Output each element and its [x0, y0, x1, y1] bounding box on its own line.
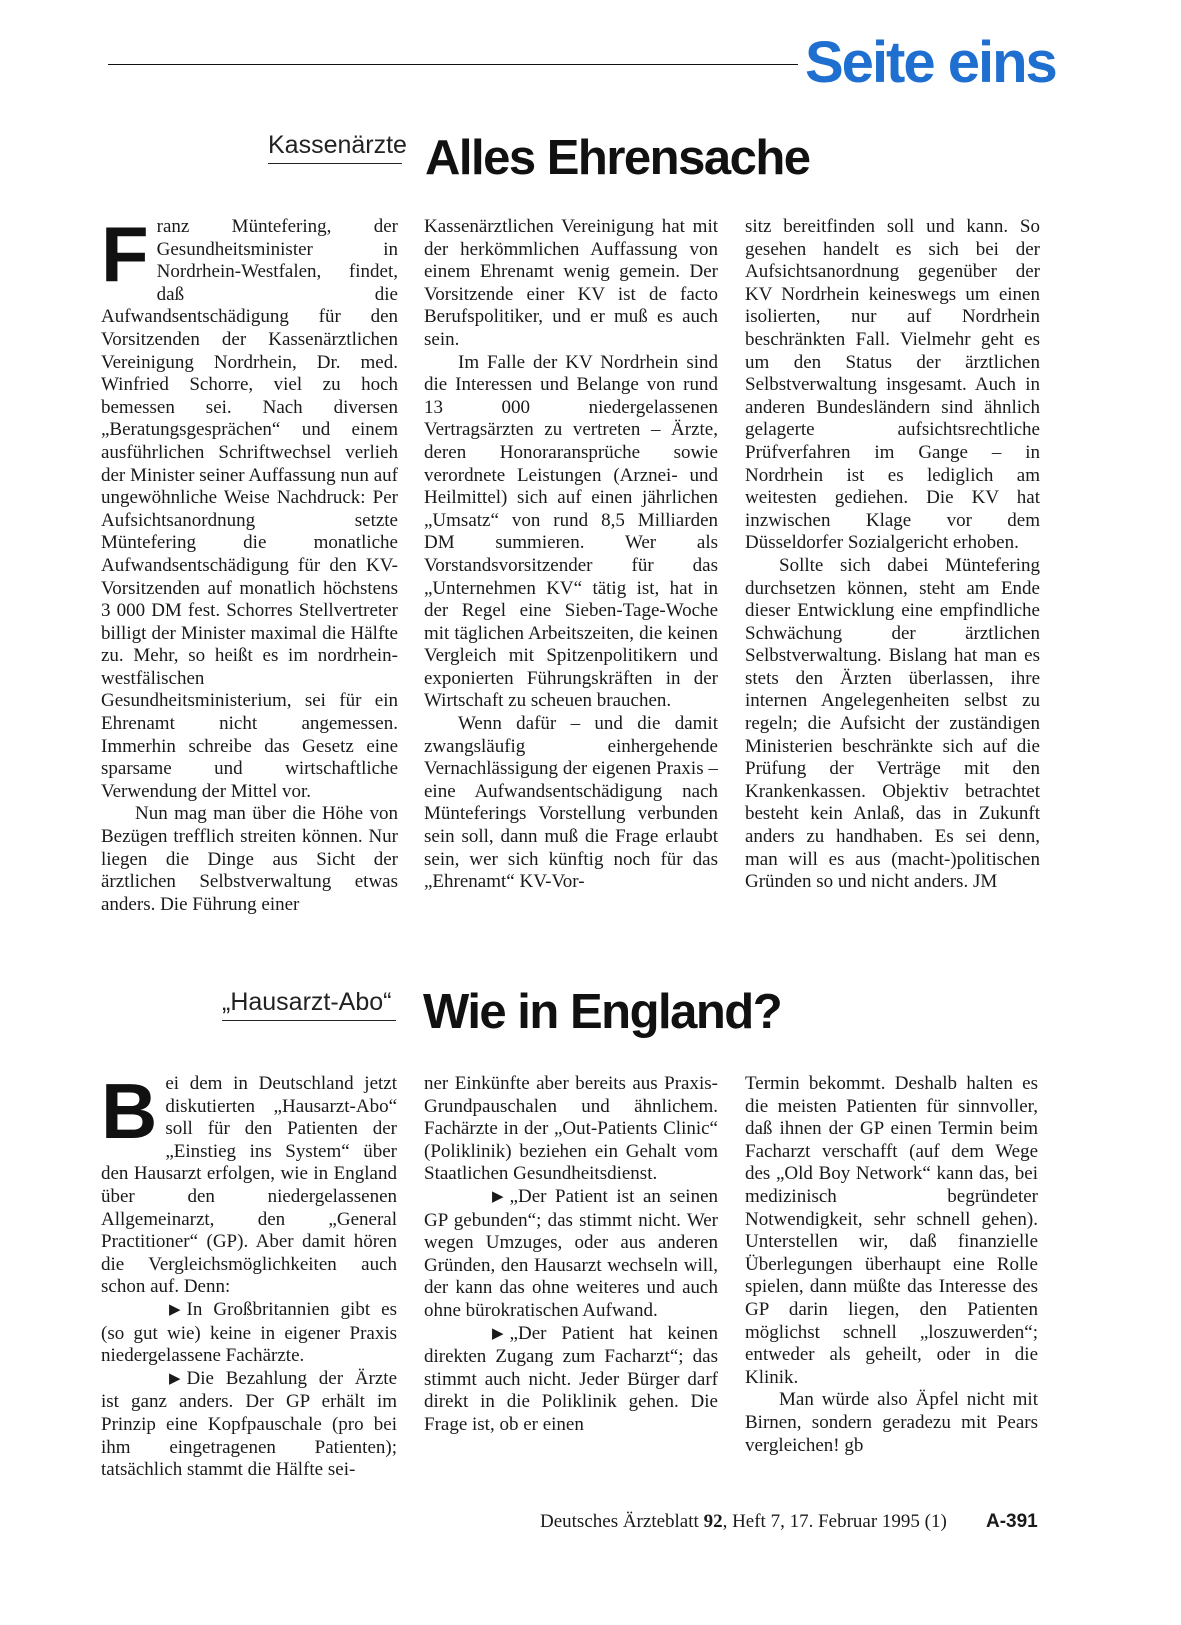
paragraph: ner Einkünfte aber bereits aus Praxis-Grundpauschalen und ähnlichem. Fachärzte in der „Out-Patients Clinic“ (Poliklinik) beziehen ein Gehalt vom Staatlichen Gesundheitsdienst.	[424, 1073, 718, 1185]
issue-info: , Heft 7, 17. Februar 1995 (1)	[722, 1511, 947, 1532]
article-kicker: Kassenärzte	[268, 131, 407, 159]
paragraph: ei dem in Deutschland jetzt diskutierten „Hausarzt-Abo“ soll für den Patienten der „Einstieg ins System“ über den Hausarzt erfolgen, wie in England über den niedergelassenen Allgemeinarzt, den „General Practitioner“ (GP). Aber damit hören die Vergleichsmöglichkeiten auch schon auf. Denn:	[101, 1073, 397, 1298]
article-column-1	[101, 1073, 397, 1483]
paragraph: Termin bekommt. Deshalb halten es die meisten Patienten für sinnvoller, daß ihnen der GP einen Termin beim Facharzt verschafft (auf dem Wege des „Old Boy Network“ kann das, bei medizinisch begründeter Notwendigkeit, sehr schnell gehen). Unterstellen wir, daß finanzielle Überlegungen überhaupt eine Rolle spielen, dann müßte das Interesse des GP darin liegen, den Patienten möglichst schnell „loszuwerden“; entweder als geheilt, oder in die Klinik.	[745, 1073, 1038, 1388]
article-column-2	[424, 216, 718, 922]
article-headline: Wie in England?	[423, 985, 782, 1039]
volume-number: 92	[703, 1511, 723, 1532]
triangle-bullet-icon: ▶	[492, 1188, 504, 1205]
paragraph: Im Falle der KV Nordrhein sind die Interessen und Belange von rund 13 000 niedergelassenen Vertragsärzten zu vertreten – Ärzte, deren Honoraransprüche sowie verordnete Leistungen (Arznei- und Heilmittel) sich auf einen jährlichen „Umsatz“ von rund 8,5 Milliarden DM summieren. Wer als Vorstandsvorsitzender für das „Unternehmen KV“ tätig ist, hat in der Regel eine Sieben-Tage-Woche mit täglichen Arbeitszeiten, die keinen Vergleich mit Spitzenpolitikern und exponierten Führungskräften in der Wirtschaft zu scheuen brauchen.	[424, 351, 718, 712]
paragraph: Die Bezahlung der Ärzte ist ganz anders. Der GP erhält im Prinzip eine Kopfpauschale (pro bei ihm eingetragenen Patienten); tatsächlich stammt die Hälfte sei-	[101, 1367, 397, 1481]
paragraph: Sollte sich dabei Müntefering durchsetzen können, steht am Ende dieser Entwicklung eine empfindliche Schwächung der ärztlichen Selbstverwaltung. Bislang hat man es stets den Ärzten überlassen, ihre internen Angelegenheiten selbst zu regeln; die Aufsicht der zuständigen Ministerien beschränkte sich auf die Prüfung der Verträge mit den Krankenkassen. Objektiv betrachtet besteht kein Anlaß, das in Zukunft anders zu handhaben. Es sei denn, man will es aus (macht-)politischen Gründen so und nicht anders. JM	[745, 554, 1040, 893]
article-kicker: „Hausarzt-Abo“	[222, 988, 392, 1016]
triangle-bullet-icon: ▶	[169, 1370, 181, 1387]
section-title: Seite eins	[805, 30, 1056, 95]
kicker-underline	[222, 1020, 396, 1021]
paragraph: Kassenärztlichen Vereinigung hat mit der herkömmlichen Auffassung von einem Ehrenamt wenig gemein. Der Vorsitzende einer KV ist de facto Berufspolitiker, und er muß es auch sein.	[424, 216, 718, 350]
kicker-underline	[268, 163, 402, 164]
paragraph: Man würde also Äpfel nicht mit Birnen, sondern geradezu mit Pears vergleichen! gb	[745, 1389, 1038, 1456]
page-number: A-391	[986, 1511, 1038, 1532]
paragraph: Wenn dafür – und die damit zwangsläufig einhergehende Vernachlässigung der eigenen Praxis – eine Aufwandsentschädigung nach Münteferings Vorstellung verbunden sein soll, dann muß die Frage erlaubt sein, wer sich künftig noch für das „Ehrenamt“ KV-Vor-	[424, 713, 718, 893]
header-rule	[108, 64, 798, 65]
footer-citation	[540, 1510, 947, 1534]
paragraph: Nun mag man über die Höhe von Bezügen trefflich streiten können. Nur liegen die Dinge aus Sicht der ärztlichen Selbstverwaltung etwas anders. Die Führung einer	[101, 803, 398, 915]
article-headline: Alles Ehrensache	[425, 131, 810, 185]
drop-cap: B	[101, 1073, 158, 1155]
paragraph: „Der Patient hat keinen direkten Zugang zum Facharzt“; das stimmt auch nicht. Jeder Bürger darf direkt in die Poliklinik gehen. Die Frage ist, ob er einen	[424, 1322, 718, 1435]
paragraph: sitz bereitfinden soll und kann. So gesehen handelt es sich bei der Aufsichtsanordnung gegenüber der KV Nordrhein keineswegs um einen isolierten, nur auf Nordrhein beschränkten Fall. Vielmehr geht es um den Status der ärztlichen Selbstverwaltung insgesamt. Auch in anderen Bundesländern sind ähnlich gelagerte aufsichtsrechtliche Prüfverfahren im Gange – in Nordrhein ist es lediglich am weitesten gediehen. Die KV hat inzwischen Klage vor dem Düsseldorfer Sozialgericht erhoben.	[745, 216, 1040, 554]
paragraph: „Der Patient ist an seinen GP gebunden“; das stimmt nicht. Wer wegen Umzuges, oder aus anderen Gründen, den Hausarzt wechseln will, der kann das ohne weiteres und auch ohne bürokratischen Aufwand.	[424, 1185, 718, 1321]
paragraph: In Großbritannien gibt es (so gut wie) keine in eigener Praxis niedergelassene Fachärzte.	[101, 1298, 397, 1367]
article-column-3	[745, 1073, 1038, 1483]
journal-name: Deutsches Ärzteblatt	[540, 1511, 699, 1532]
paragraph: ranz Müntefering, der Gesundheitsminister in Nordrhein-Westfalen, findet, daß die Aufwandsentschädigung für den Vorsitzenden der Kassenärztlichen Vereinigung Nordrhein, Dr. med. Winfried Schorre, viel zu hoch bemessen sei. Nach diversen „Beratungsgesprächen“ und einem ausführlichen Schriftwechsel verlieh der Minister seiner Auffassung nun auf ungewöhnliche Weise Nachdruck: Per Aufsichtsanordnung setzte Müntefering die monatliche Aufwandsentschädigung für den KV-Vorsitzenden auf monatlich höchstens 3 000 DM fest. Schorres Stellvertreter billigt der Minister maximal die Hälfte zu. Mehr, so heißt es im nordrhein-westfälischen Gesundheitsministerium, sei für ein Ehrenamt nicht angemessen. Immerhin schreibe das Gesetz eine sparsame und wirtschaftliche Verwendung der Mittel vor.	[101, 216, 398, 802]
drop-cap: F	[101, 216, 149, 298]
article-column-3	[745, 216, 1040, 922]
triangle-bullet-icon: ▶	[169, 1301, 181, 1318]
article-column-1	[101, 216, 398, 922]
triangle-bullet-icon: ▶	[492, 1325, 504, 1342]
article-column-2	[424, 1073, 718, 1483]
